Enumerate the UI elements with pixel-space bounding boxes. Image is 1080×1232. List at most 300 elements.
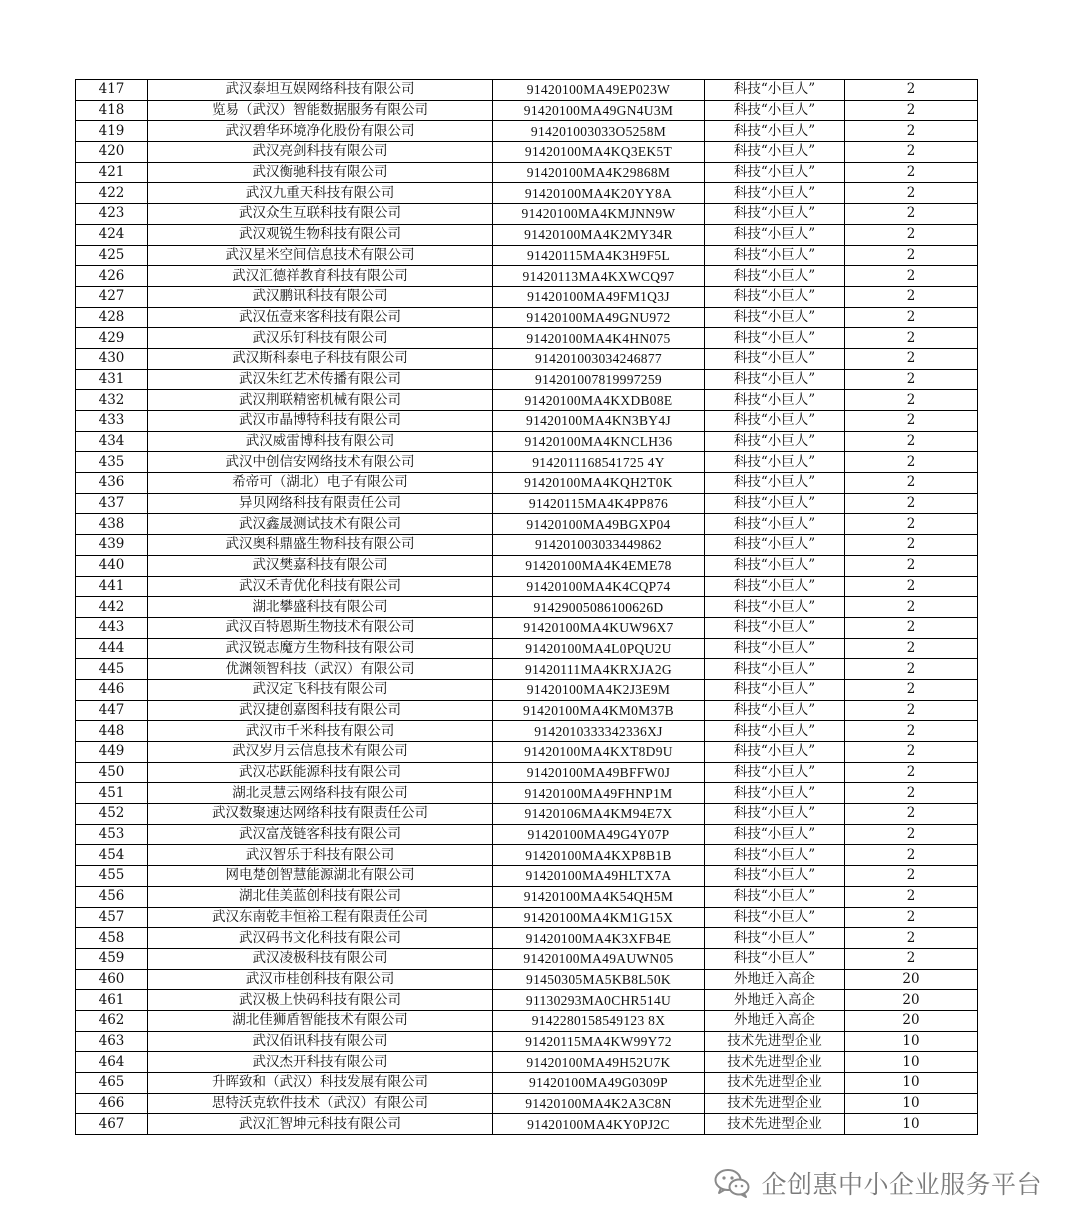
row-number-cell: 456 <box>76 886 148 907</box>
score-cell: 2 <box>845 597 978 618</box>
credit-code-cell: 91420100MA4K2A3C8N <box>493 1093 705 1114</box>
credit-code-cell: 914201003033449862 <box>493 535 705 556</box>
table-row <box>76 307 978 328</box>
category-cell: 科技“小巨人” <box>705 783 845 804</box>
row-number-cell: 430 <box>76 348 148 369</box>
company-name-cell: 武汉禾青优化科技有限公司 <box>148 576 493 597</box>
score-cell: 2 <box>845 659 978 680</box>
row-number-cell: 440 <box>76 555 148 576</box>
table-row <box>76 328 978 349</box>
company-name-cell: 武汉星米空间信息技术有限公司 <box>148 245 493 266</box>
category-cell: 科技“小巨人” <box>705 886 845 907</box>
company-name-cell: 武汉芯跃能源科技有限公司 <box>148 762 493 783</box>
table-row <box>76 866 978 887</box>
credit-code-cell: 91420100MA49BFFW0J <box>493 762 705 783</box>
credit-code-cell: 91420100MA4KXT8D9U <box>493 742 705 763</box>
company-name-cell: 武汉捷创嘉图科技有限公司 <box>148 700 493 721</box>
table-row <box>76 948 978 969</box>
score-cell: 2 <box>845 742 978 763</box>
table-row <box>76 845 978 866</box>
score-cell: 2 <box>845 452 978 473</box>
company-name-cell: 武汉智乐于科技有限公司 <box>148 845 493 866</box>
company-name-cell: 武汉荆联精密机械有限公司 <box>148 390 493 411</box>
score-cell: 2 <box>845 431 978 452</box>
score-cell: 2 <box>845 266 978 287</box>
score-cell: 2 <box>845 100 978 121</box>
category-cell: 科技“小巨人” <box>705 638 845 659</box>
table-row <box>76 142 978 163</box>
row-number-cell: 449 <box>76 742 148 763</box>
category-cell: 科技“小巨人” <box>705 907 845 928</box>
row-number-cell: 464 <box>76 1052 148 1073</box>
row-number-cell: 434 <box>76 431 148 452</box>
credit-code-cell: 91420100MA49G0309P <box>493 1073 705 1094</box>
category-cell: 科技“小巨人” <box>705 121 845 142</box>
row-number-cell: 461 <box>76 990 148 1011</box>
company-name-cell: 湖北佳美蓝创科技有限公司 <box>148 886 493 907</box>
credit-code-cell: 91420100MA4K3XFB4E <box>493 928 705 949</box>
table-row <box>76 576 978 597</box>
table-row <box>76 804 978 825</box>
score-cell: 2 <box>845 183 978 204</box>
row-number-cell: 445 <box>76 659 148 680</box>
score-cell: 20 <box>845 990 978 1011</box>
category-cell: 科技“小巨人” <box>705 431 845 452</box>
credit-code-cell: 91420115MA4K4PP876 <box>493 493 705 514</box>
score-cell: 2 <box>845 142 978 163</box>
category-cell: 科技“小巨人” <box>705 307 845 328</box>
table-row <box>76 1052 978 1073</box>
company-name-cell: 武汉鹏讯科技有限公司 <box>148 286 493 307</box>
row-number-cell: 431 <box>76 369 148 390</box>
category-cell: 科技“小巨人” <box>705 535 845 556</box>
table-row <box>76 597 978 618</box>
credit-code-cell: 9142280158549123 8X <box>493 1010 705 1031</box>
wechat-icon <box>713 1167 751 1199</box>
credit-code-cell: 91420100MA49BGXP04 <box>493 514 705 535</box>
credit-code-cell: 91420100MA49AUWN05 <box>493 948 705 969</box>
credit-code-cell: 91429005086100626D <box>493 597 705 618</box>
row-number-cell: 425 <box>76 245 148 266</box>
row-number-cell: 466 <box>76 1093 148 1114</box>
category-cell: 科技“小巨人” <box>705 142 845 163</box>
table-row <box>76 928 978 949</box>
score-cell: 2 <box>845 204 978 225</box>
category-cell: 科技“小巨人” <box>705 473 845 494</box>
company-name-cell: 武汉市千米科技有限公司 <box>148 721 493 742</box>
table-row <box>76 535 978 556</box>
row-number-cell: 458 <box>76 928 148 949</box>
table-row <box>76 555 978 576</box>
credit-code-cell: 91420100MA49H52U7K <box>493 1052 705 1073</box>
row-number-cell: 432 <box>76 390 148 411</box>
score-cell: 2 <box>845 783 978 804</box>
score-cell: 2 <box>845 617 978 638</box>
table-row <box>76 411 978 432</box>
company-name-cell: 武汉亮剑科技有限公司 <box>148 142 493 163</box>
credit-code-cell: 91420100MA4K29868M <box>493 162 705 183</box>
category-cell: 科技“小巨人” <box>705 866 845 887</box>
table-row <box>76 638 978 659</box>
row-number-cell: 453 <box>76 824 148 845</box>
company-name-cell: 武汉衡驰科技有限公司 <box>148 162 493 183</box>
score-cell: 2 <box>845 535 978 556</box>
company-name-cell: 武汉乐钉科技有限公司 <box>148 328 493 349</box>
category-cell: 科技“小巨人” <box>705 804 845 825</box>
category-cell: 科技“小巨人” <box>705 576 845 597</box>
company-table <box>75 79 978 1135</box>
category-cell: 科技“小巨人” <box>705 348 845 369</box>
score-cell: 10 <box>845 1073 978 1094</box>
credit-code-cell: 91420100MA4KM0M37B <box>493 700 705 721</box>
score-cell: 2 <box>845 555 978 576</box>
row-number-cell: 433 <box>76 411 148 432</box>
company-name-cell: 湖北佳狮盾智能技术有限公司 <box>148 1010 493 1031</box>
company-name-cell: 武汉码书文化科技有限公司 <box>148 928 493 949</box>
credit-code-cell: 91420100MA4KQH2T0K <box>493 473 705 494</box>
row-number-cell: 450 <box>76 762 148 783</box>
row-number-cell: 427 <box>76 286 148 307</box>
score-cell: 2 <box>845 473 978 494</box>
row-number-cell: 420 <box>76 142 148 163</box>
credit-code-cell: 91420100MA49G4Y07P <box>493 824 705 845</box>
table-row <box>76 617 978 638</box>
table-row <box>76 390 978 411</box>
row-number-cell: 419 <box>76 121 148 142</box>
table-row <box>76 80 978 101</box>
category-cell: 科技“小巨人” <box>705 452 845 473</box>
credit-code-cell: 91420100MA4K4CQP74 <box>493 576 705 597</box>
credit-code-cell: 91420100MA4L0PQU2U <box>493 638 705 659</box>
credit-code-cell: 91130293MA0CHR514U <box>493 990 705 1011</box>
credit-code-cell: 91420100MA4K54QH5M <box>493 886 705 907</box>
company-name-cell: 武汉中创信安网络技术有限公司 <box>148 452 493 473</box>
category-cell: 科技“小巨人” <box>705 700 845 721</box>
credit-code-cell: 91420100MA4KQ3EK5T <box>493 142 705 163</box>
company-name-cell: 武汉伍壹来客科技有限公司 <box>148 307 493 328</box>
credit-code-cell: 914201007819997259 <box>493 369 705 390</box>
credit-code-cell: 9142011168541725 4Y <box>493 452 705 473</box>
table-row <box>76 1114 978 1135</box>
company-name-cell: 武汉杰开科技有限公司 <box>148 1052 493 1073</box>
company-name-cell: 武汉极上快码科技有限公司 <box>148 990 493 1011</box>
watermark-text: 企创惠中小企业服务平台 <box>761 1170 1042 1199</box>
table-row <box>76 204 978 225</box>
score-cell: 10 <box>845 1093 978 1114</box>
category-cell: 科技“小巨人” <box>705 742 845 763</box>
category-cell: 科技“小巨人” <box>705 390 845 411</box>
score-cell: 2 <box>845 307 978 328</box>
table-row <box>76 1031 978 1052</box>
credit-code-cell: 91420106MA4KM94E7X <box>493 804 705 825</box>
category-cell: 科技“小巨人” <box>705 328 845 349</box>
table-row <box>76 493 978 514</box>
company-name-cell: 武汉锐志魔方生物科技有限公司 <box>148 638 493 659</box>
credit-code-cell: 91420111MA4KRXJA2G <box>493 659 705 680</box>
company-name-cell: 升晖致和（武汉）科技发展有限公司 <box>148 1073 493 1094</box>
credit-code-cell: 91420100MA4KY0PJ2C <box>493 1114 705 1135</box>
score-cell: 2 <box>845 679 978 700</box>
table-row <box>76 1010 978 1031</box>
score-cell: 2 <box>845 348 978 369</box>
table-row <box>76 824 978 845</box>
category-cell: 科技“小巨人” <box>705 183 845 204</box>
table-row <box>76 162 978 183</box>
row-number-cell: 442 <box>76 597 148 618</box>
row-number-cell: 467 <box>76 1114 148 1135</box>
credit-code-cell: 91420115MA4KW99Y72 <box>493 1031 705 1052</box>
score-cell: 2 <box>845 700 978 721</box>
watermark <box>713 1163 1042 1203</box>
credit-code-cell: 91420113MA4KXWCQ97 <box>493 266 705 287</box>
company-name-cell: 武汉斯科泰电子科技有限公司 <box>148 348 493 369</box>
category-cell: 科技“小巨人” <box>705 162 845 183</box>
credit-code-cell: 91420115MA4K3H9F5L <box>493 245 705 266</box>
table-row <box>76 886 978 907</box>
company-name-cell: 湖北攀盛科技有限公司 <box>148 597 493 618</box>
category-cell: 科技“小巨人” <box>705 204 845 225</box>
category-cell: 技术先进型企业 <box>705 1052 845 1073</box>
category-cell: 科技“小巨人” <box>705 721 845 742</box>
row-number-cell: 457 <box>76 907 148 928</box>
company-name-cell: 武汉奥科鼎盛生物科技有限公司 <box>148 535 493 556</box>
table-row <box>76 452 978 473</box>
company-name-cell: 武汉岁月云信息技术有限公司 <box>148 742 493 763</box>
credit-code-cell: 91420100MA4K2MY34R <box>493 224 705 245</box>
row-number-cell: 428 <box>76 307 148 328</box>
category-cell: 科技“小巨人” <box>705 617 845 638</box>
credit-code-cell: 91420100MA49HLTX7A <box>493 866 705 887</box>
category-cell: 科技“小巨人” <box>705 100 845 121</box>
credit-code-cell: 91420100MA4K20YY8A <box>493 183 705 204</box>
table-row <box>76 245 978 266</box>
company-name-cell: 武汉东南乾丰恒裕工程有限责任公司 <box>148 907 493 928</box>
company-name-cell: 异贝网络科技有限责任公司 <box>148 493 493 514</box>
category-cell: 外地迁入高企 <box>705 1010 845 1031</box>
company-name-cell: 武汉凌极科技有限公司 <box>148 948 493 969</box>
table-row <box>76 700 978 721</box>
score-cell: 2 <box>845 286 978 307</box>
score-cell: 2 <box>845 866 978 887</box>
score-cell: 2 <box>845 411 978 432</box>
credit-code-cell: 914201003033O5258M <box>493 121 705 142</box>
row-number-cell: 459 <box>76 948 148 969</box>
table-row <box>76 990 978 1011</box>
company-name-cell: 希帝可（湖北）电子有限公司 <box>148 473 493 494</box>
table-body <box>76 80 978 1135</box>
table-row <box>76 679 978 700</box>
table-row <box>76 286 978 307</box>
row-number-cell: 422 <box>76 183 148 204</box>
credit-code-cell: 91420100MA4KNCLH36 <box>493 431 705 452</box>
row-number-cell: 446 <box>76 679 148 700</box>
table-row <box>76 907 978 928</box>
category-cell: 科技“小巨人” <box>705 493 845 514</box>
company-name-cell: 思特沃克软件技术（武汉）有限公司 <box>148 1093 493 1114</box>
company-name-cell: 优渊领智科技（武汉）有限公司 <box>148 659 493 680</box>
credit-code-cell: 91420100MA4KXP8B1B <box>493 845 705 866</box>
score-cell: 2 <box>845 224 978 245</box>
company-name-cell: 武汉观锐生物科技有限公司 <box>148 224 493 245</box>
company-name-cell: 武汉朱红艺术传播有限公司 <box>148 369 493 390</box>
category-cell: 科技“小巨人” <box>705 555 845 576</box>
table-row <box>76 1093 978 1114</box>
score-cell: 2 <box>845 121 978 142</box>
score-cell: 2 <box>845 369 978 390</box>
credit-code-cell: 91420100MA4KUW96X7 <box>493 617 705 638</box>
table-row <box>76 742 978 763</box>
score-cell: 2 <box>845 328 978 349</box>
table-row <box>76 1073 978 1094</box>
row-number-cell: 443 <box>76 617 148 638</box>
row-number-cell: 438 <box>76 514 148 535</box>
credit-code-cell: 914201003034246877 <box>493 348 705 369</box>
category-cell: 科技“小巨人” <box>705 679 845 700</box>
category-cell: 科技“小巨人” <box>705 286 845 307</box>
row-number-cell: 465 <box>76 1073 148 1094</box>
company-name-cell: 武汉汇德祥教育科技有限公司 <box>148 266 493 287</box>
category-cell: 科技“小巨人” <box>705 266 845 287</box>
row-number-cell: 437 <box>76 493 148 514</box>
category-cell: 科技“小巨人” <box>705 245 845 266</box>
credit-code-cell: 91420100MA49GN4U3M <box>493 100 705 121</box>
row-number-cell: 435 <box>76 452 148 473</box>
registry-table-sheet <box>75 79 977 1135</box>
row-number-cell: 439 <box>76 535 148 556</box>
table-row <box>76 659 978 680</box>
score-cell: 2 <box>845 845 978 866</box>
credit-code-cell: 91420100MA49FM1Q3J <box>493 286 705 307</box>
credit-code-cell: 91450305MA5KB8L50K <box>493 969 705 990</box>
table-row <box>76 473 978 494</box>
category-cell: 外地迁入高企 <box>705 969 845 990</box>
table-row <box>76 514 978 535</box>
company-name-cell: 武汉泰坦互娱网络科技有限公司 <box>148 80 493 101</box>
score-cell: 2 <box>845 907 978 928</box>
score-cell: 10 <box>845 1031 978 1052</box>
score-cell: 2 <box>845 493 978 514</box>
score-cell: 20 <box>845 969 978 990</box>
table-row <box>76 121 978 142</box>
category-cell: 科技“小巨人” <box>705 224 845 245</box>
score-cell: 2 <box>845 245 978 266</box>
category-cell: 科技“小巨人” <box>705 411 845 432</box>
category-cell: 科技“小巨人” <box>705 845 845 866</box>
category-cell: 科技“小巨人” <box>705 928 845 949</box>
score-cell: 2 <box>845 948 978 969</box>
table-row <box>76 721 978 742</box>
score-cell: 2 <box>845 638 978 659</box>
score-cell: 2 <box>845 80 978 101</box>
row-number-cell: 454 <box>76 845 148 866</box>
company-name-cell: 武汉市桂创科技有限公司 <box>148 969 493 990</box>
row-number-cell: 447 <box>76 700 148 721</box>
row-number-cell: 455 <box>76 866 148 887</box>
table-row <box>76 969 978 990</box>
score-cell: 20 <box>845 1010 978 1031</box>
category-cell: 技术先进型企业 <box>705 1031 845 1052</box>
company-name-cell: 武汉佰讯科技有限公司 <box>148 1031 493 1052</box>
credit-code-cell: 91420100MA49FHNP1M <box>493 783 705 804</box>
table-row <box>76 348 978 369</box>
company-name-cell: 武汉鑫晟测试技术有限公司 <box>148 514 493 535</box>
company-name-cell: 武汉定飞科技有限公司 <box>148 679 493 700</box>
credit-code-cell: 91420100MA49EP023W <box>493 80 705 101</box>
category-cell: 科技“小巨人” <box>705 948 845 969</box>
table-row <box>76 783 978 804</box>
score-cell: 10 <box>845 1114 978 1135</box>
credit-code-cell: 91420100MA49GNU972 <box>493 307 705 328</box>
company-name-cell: 武汉百特恩斯生物技术有限公司 <box>148 617 493 638</box>
company-name-cell: 湖北灵慧云网络科技有限公司 <box>148 783 493 804</box>
category-cell: 科技“小巨人” <box>705 762 845 783</box>
score-cell: 2 <box>845 390 978 411</box>
company-name-cell: 武汉市晶博特科技有限公司 <box>148 411 493 432</box>
company-name-cell: 览易（武汉）智能数据服务有限公司 <box>148 100 493 121</box>
row-number-cell: 423 <box>76 204 148 225</box>
row-number-cell: 426 <box>76 266 148 287</box>
row-number-cell: 429 <box>76 328 148 349</box>
company-name-cell: 武汉数聚速达网络科技有限责任公司 <box>148 804 493 825</box>
company-name-cell: 武汉九重天科技有限公司 <box>148 183 493 204</box>
category-cell: 科技“小巨人” <box>705 659 845 680</box>
credit-code-cell: 9142010333342336XJ <box>493 721 705 742</box>
table-row <box>76 183 978 204</box>
credit-code-cell: 91420100MA4KN3BY4J <box>493 411 705 432</box>
score-cell: 2 <box>845 576 978 597</box>
category-cell: 科技“小巨人” <box>705 80 845 101</box>
company-name-cell: 武汉樊嘉科技有限公司 <box>148 555 493 576</box>
category-cell: 技术先进型企业 <box>705 1114 845 1135</box>
table-row <box>76 762 978 783</box>
score-cell: 2 <box>845 162 978 183</box>
credit-code-cell: 91420100MA4K4EME78 <box>493 555 705 576</box>
credit-code-cell: 91420100MA4KMJNN9W <box>493 204 705 225</box>
company-name-cell: 武汉威雷博科技有限公司 <box>148 431 493 452</box>
row-number-cell: 418 <box>76 100 148 121</box>
table-row <box>76 266 978 287</box>
category-cell: 科技“小巨人” <box>705 369 845 390</box>
company-name-cell: 网电楚创智慧能源湖北有限公司 <box>148 866 493 887</box>
row-number-cell: 441 <box>76 576 148 597</box>
row-number-cell: 448 <box>76 721 148 742</box>
score-cell: 2 <box>845 762 978 783</box>
table-row <box>76 431 978 452</box>
category-cell: 技术先进型企业 <box>705 1073 845 1094</box>
row-number-cell: 460 <box>76 969 148 990</box>
company-name-cell: 武汉汇智坤元科技有限公司 <box>148 1114 493 1135</box>
row-number-cell: 451 <box>76 783 148 804</box>
score-cell: 2 <box>845 928 978 949</box>
score-cell: 2 <box>845 824 978 845</box>
credit-code-cell: 91420100MA4KM1G15X <box>493 907 705 928</box>
row-number-cell: 444 <box>76 638 148 659</box>
table-row <box>76 224 978 245</box>
company-name-cell: 武汉碧华环境净化股份有限公司 <box>148 121 493 142</box>
category-cell: 技术先进型企业 <box>705 1093 845 1114</box>
company-name-cell: 武汉众生互联科技有限公司 <box>148 204 493 225</box>
category-cell: 科技“小巨人” <box>705 514 845 535</box>
score-cell: 2 <box>845 886 978 907</box>
credit-code-cell: 91420100MA4K4HN075 <box>493 328 705 349</box>
score-cell: 2 <box>845 721 978 742</box>
category-cell: 科技“小巨人” <box>705 597 845 618</box>
row-number-cell: 462 <box>76 1010 148 1031</box>
company-name-cell: 武汉富茂链客科技有限公司 <box>148 824 493 845</box>
score-cell: 2 <box>845 514 978 535</box>
row-number-cell: 463 <box>76 1031 148 1052</box>
row-number-cell: 421 <box>76 162 148 183</box>
